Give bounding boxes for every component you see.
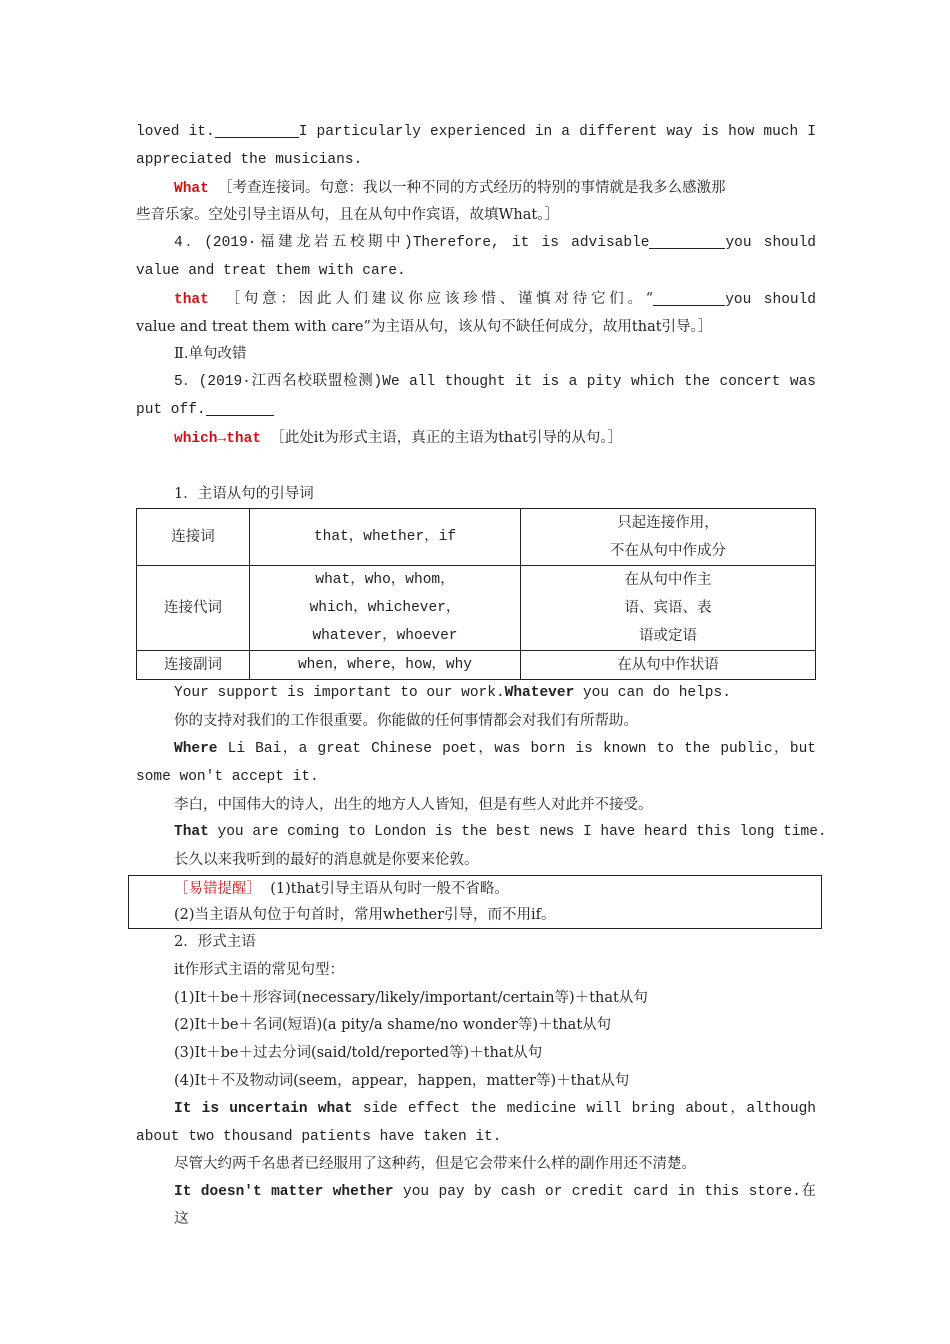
table-head-cell: 连接代词 xyxy=(137,566,250,651)
point1-title: 1．主语从句的引导词 xyxy=(174,485,314,502)
pattern-item: (1)It＋be＋形容词(necessary/likely/important/certain等)＋that从句 xyxy=(174,989,648,1006)
table-row xyxy=(137,566,816,651)
example2-cn: 李白，中国伟大的诗人，出生的地方人人皆知，但是有些人对此并不接受。 xyxy=(174,796,653,813)
q5-explain: which→that ［此处it为形式主语，真正的主语为that引导的从句。］ xyxy=(174,429,623,447)
table-role-cell: 在从句中作状语 xyxy=(521,651,816,680)
table-row xyxy=(137,509,816,566)
tip-label: ［易错提醒］ xyxy=(174,880,261,897)
q3-blank[interactable] xyxy=(215,121,299,138)
example1-line: Your support is important to our work.Whatever you can do helps. xyxy=(174,685,731,702)
q5-line2: put off. xyxy=(136,397,816,425)
example3-line: That you are coming to London is the best news I have heard this long time. xyxy=(174,824,827,841)
tip-line1: ［易错提醒］ (1)that引导主语从句时一般不省略。 xyxy=(174,880,509,897)
tip-line2: (2)当主语从句位于句首时，常用whether引导，而不用if。 xyxy=(174,906,556,923)
point2-title: 2．形式主语 xyxy=(174,933,256,950)
point2-example1-line1: It is uncertain what side effect the medicine will bring about，although xyxy=(174,1100,817,1117)
table-words-cell: what，who，whom， which，whichever， whatever，whoever xyxy=(250,566,521,651)
q5-blank[interactable] xyxy=(206,399,274,416)
q3-line2: appreciated the musicians. xyxy=(136,151,363,168)
pattern-item: (3)It＋be＋过去分词(said/told/reported等)＋that从句 xyxy=(174,1045,543,1062)
table-words-cell: that，whether，if xyxy=(250,509,521,566)
q4-explain-blank xyxy=(653,289,725,306)
q4-line1: 4．(2019·福建龙岩五校期中)Therefore, it is advisable you should xyxy=(136,230,816,258)
document-page xyxy=(136,119,827,1228)
pattern-item: (2)It＋be＋名词(短语)(a pity/a shame/no wonder等)＋that从句 xyxy=(174,1017,612,1034)
point2-intro: it作形式主语的常见句型： xyxy=(174,961,344,978)
q4-explain-line1: that ［句意：因此人们建议你应该珍惜、谨慎对待它们。“ you should xyxy=(174,290,817,308)
q4-explain-line2: value and treat them with care”为主语从句，该从句不缺任何成分，故用that引导。］ xyxy=(136,318,713,335)
point2-example1-line2: about two thousand patients have taken it. xyxy=(136,1128,502,1145)
example3-cn: 长久以来我听到的最好的消息就是你要来伦敦。 xyxy=(174,852,479,869)
q3-answer: What xyxy=(174,180,209,197)
connector-table xyxy=(136,508,816,680)
q4-blank[interactable] xyxy=(649,232,725,249)
table-role-cell: 在从句中作主 语、宾语、表 语或定语 xyxy=(521,566,816,651)
point2-example1-cn: 尽管大约两千名患者已经服用了这种药，但是它会带来什么样的副作用还不清楚。 xyxy=(174,1156,696,1173)
table-words-cell: when，where，how，why xyxy=(250,651,521,680)
q3-line1: loved it. I particularly experienced in a different way is how much I xyxy=(136,119,816,147)
table-head-cell: 连接副词 xyxy=(137,651,250,680)
q3-explain-line2: 些音乐家。空处引导主语从句，且在从句中作宾语，故填What。］ xyxy=(136,207,559,224)
q5-answer: which→that xyxy=(174,430,262,447)
error-tip-box xyxy=(128,875,822,929)
table-role-cell: 只起连接作用， 不在从句中作成分 xyxy=(521,509,816,566)
q5-line1: 5．(2019·江西名校联盟检测)We all thought it is a pity which the concert was xyxy=(174,374,816,391)
section2-title: Ⅱ.单句改错 xyxy=(174,346,247,363)
example1-cn: 你的支持对我们的工作很重要。你能做的任何事情都会对我们有所帮助。 xyxy=(174,713,638,730)
q4-answer: that xyxy=(174,291,209,308)
point2-example2-line: It doesn't matter whether you pay by cash or credit card in this store.在这 xyxy=(174,1184,817,1228)
q4-line2: value and treat them with care. xyxy=(136,262,406,279)
q3-explain-line1: What ［考查连接词。句意：我以一种不同的方式经历的特别的事情就是我多么感激那 xyxy=(174,179,726,197)
pattern-item: (4)It＋不及物动词(seem，appear，happen，matter等)＋that从句 xyxy=(174,1072,630,1089)
example2-line2: some won't accept it. xyxy=(136,768,319,785)
example2-line1: Where Li Bai，a great Chinese poet，was born is known to the public，but xyxy=(174,740,816,757)
table-row xyxy=(137,651,816,680)
table-head-cell: 连接词 xyxy=(137,509,250,566)
